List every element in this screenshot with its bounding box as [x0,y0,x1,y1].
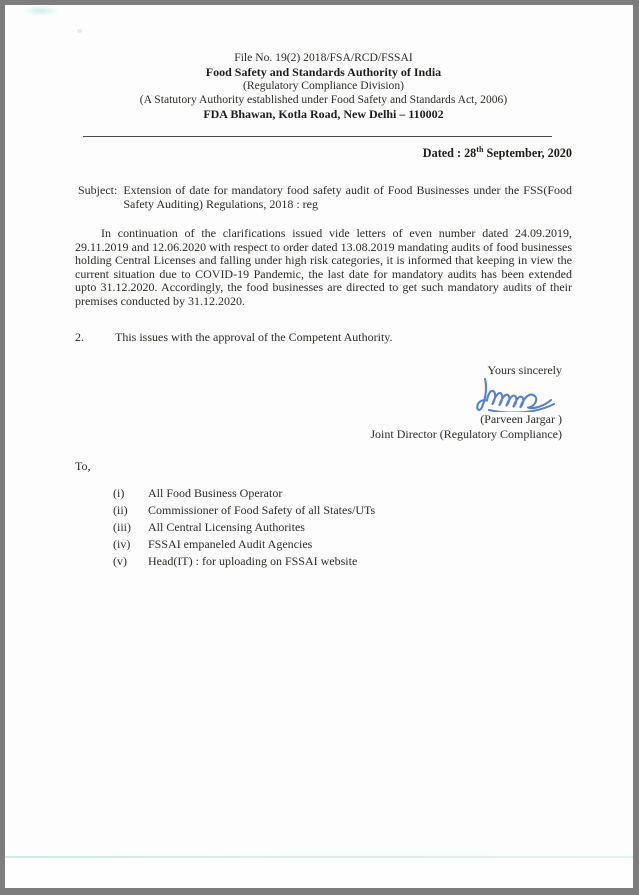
date-suffix: September, 2020 [483,146,572,160]
body-paragraph-2-block [75,331,572,345]
signature-image [474,374,578,412]
recipient-numeral: (iii) [113,519,131,534]
body-paragraph-1: In continuation of the clarifications issued vide letters of even number dated 24.09.2019, 29.11.2019 and 12.06.2020 with respect to order dated 13.08.2019 mandating audits of food businesses holding Central Licenses and falling under high risk categories, it is informed that keeping in view the current situation due to COVID-19 Pandemic, the last date for mandatory audits has been extended upto 31.12.2020. Accordingly, the food businesses are directed to get such mandatory audits of their premises conducted by 31.12.2020. [75,226,572,308]
file-number: File No. 19(2) 2018/FSA/RCD/FSSAI [234,51,413,64]
recipient-row [75,519,572,536]
recipient-text: Head(IT) : for uploading on FSSAI website [148,553,358,568]
statutory-note: (A Statutory Authority established under Food Safety and Standards Act, 2006) [139,93,508,106]
recipient-numeral: (i) [113,485,125,500]
scan-smudge-artifact [23,6,59,16]
address-line: FDA Bhawan, Kotla Road, New Delhi – 110002 [203,107,444,121]
recipient-row [75,485,572,502]
recipients-list [75,485,572,570]
subject-text: Extension of date for mandatory food safety audit of Food Businesses under the FSS(Food Safety Auditing) Regulations, 2018 : reg [123,183,572,211]
recipient-row [75,536,572,553]
recipient-row [75,502,572,519]
recipient-text: All Food Business Operator [148,485,283,500]
body-paragraph-2: This issues with the approval of the Competent Authority. [115,330,393,345]
recipient-text: All Central Licensing Authorites [148,519,305,534]
letterhead [75,5,572,121]
date-prefix: Dated : 28 [422,146,477,160]
closing-salutation: Yours sincerely [487,362,562,377]
signature-block [75,363,572,442]
subject-label: Subject: [78,183,118,197]
division-name: (Regulatory Compliance Division) [243,79,404,92]
authority-name: Food Safety and Standards Authority of India [205,65,442,79]
scan-lower-strip [5,858,633,888]
recipient-numeral: (v) [113,553,127,568]
recipient-text: Commissioner of Food Safety of all States/UTs [148,502,376,517]
date-ordinal-superscript: th [476,144,484,154]
letter-content [75,5,572,570]
date-line [75,146,572,160]
subject-block [75,184,572,211]
signatory-designation: Joint Director (Regulatory Compliance) [370,426,562,441]
recipient-row [75,553,572,570]
recipient-text: FSSAI empaneled Audit Agencies [148,536,313,551]
header-rule [83,136,552,137]
recipient-numeral: (ii) [113,502,128,517]
recipient-numeral: (iv) [113,536,131,551]
signatory-name: (Parveen Jargar ) [480,411,562,426]
paragraph-2-number: 2. [75,330,84,345]
recipients-label: To, [75,458,91,473]
